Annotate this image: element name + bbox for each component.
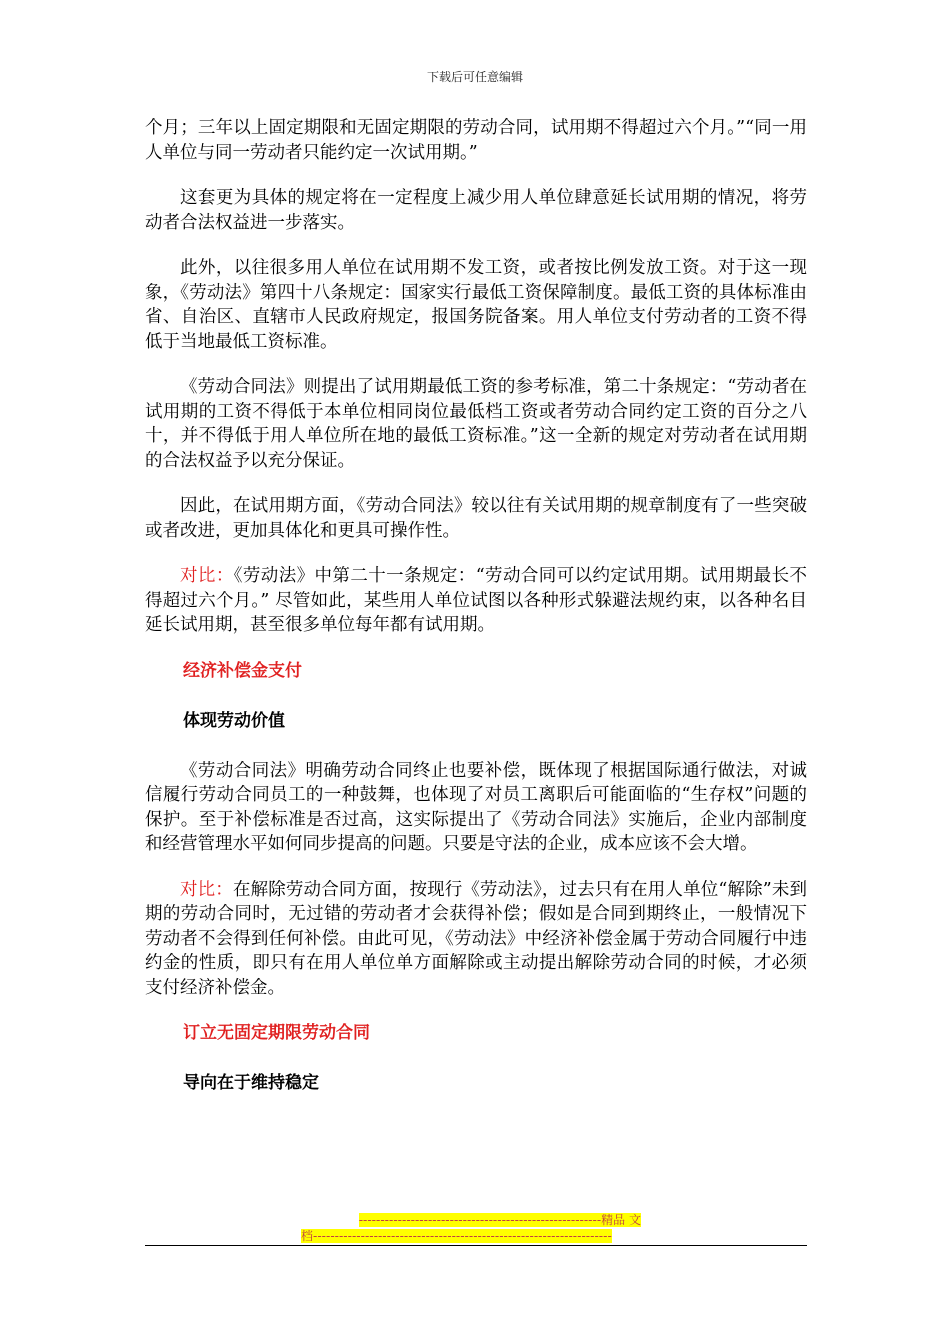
paragraph-6 xyxy=(145,564,807,638)
subheading-labor-value: 体现劳动价值 xyxy=(183,710,285,731)
page-header: 下载后可任意编辑 xyxy=(426,70,523,84)
paragraph-6-text: 《劳动法》中第二十一条规定：“劳动合同可以约定试用期。试用期最长不得超过六个月。” 尽管如此，某些用人单位试图以各种形式躲避法规约束，以各种名目延长试用期，甚至很多单位每年都有试用期。 xyxy=(145,566,807,635)
comparison-label: 对比： xyxy=(180,566,234,586)
paragraph-3: 此外，以往很多用人单位在试用期不发工资，或者按比例发放工资。对于这一现象，《劳动法》第四十八条规定：国家实行最低工资保障制度。最低工资的具体标准由省、自治区、直辖市人民政府规定，报国务院备案。用人单位支付劳动者的工资不得低于当地最低工资标准。 xyxy=(145,258,807,352)
paragraph-7: 《劳动合同法》明确劳动合同终止也要补偿，既体现了根据国际通行做法，对诚信履行劳动合同员工的一种鼓舞，也体现了对员工离职后可能面临的“生存权”问题的保护。至于补偿标准是否过高，这实际提出了《劳动合同法》实施后，企业内部制度和经营管理水平如何同步提高的问题。只要是守法的企业，成本应该不会大增。 xyxy=(145,760,807,854)
document-body xyxy=(145,116,807,1121)
comparison-label: 对比： xyxy=(180,879,233,900)
paragraph-8-text: 在解除劳动合同方面，按现行《劳动法》，过去只有在用人单位“解除”未到期的劳动合同时，无过错的劳动者才会获得补偿；假如是合同到期终止，一般情况下劳动者不会得到任何补偿。由此可见，《劳动法》中经济补偿金属于劳动合同履行中违约金的性质，即只有在用人单位单方面解除或主动提出解除劳动合同的时候，才必须支付经济补偿金。 xyxy=(145,879,808,998)
section-heading-open-ended-contract: 订立无固定期限劳动合同 xyxy=(183,1023,370,1043)
paragraph-8 xyxy=(145,878,807,1001)
footer-line-2: 档--------------------------------------------------------------------- xyxy=(301,1229,612,1243)
section-heading-compensation: 经济补偿金支付 xyxy=(183,660,302,681)
paragraph-4: 《劳动合同法》则提出了试用期最低工资的参考标准，第二十条规定：“劳动者在试用期的工资不得低于本单位相同岗位最低档工资或者劳动合同约定工资的百分之八十，并不得低于用人单位所在地的最低工资标准。”这一全新的规定对劳动者在试用期的合法权益予以充分保证。 xyxy=(145,377,807,471)
footer-rule xyxy=(145,1245,807,1246)
footer-line-1: --------------------------------------------------------精品 文 xyxy=(358,1213,641,1227)
paragraph-1: 个月；三年以上固定期限和无固定期限的劳动合同，试用期不得超过六个月。”“同一用人单位与同一劳动者只能约定一次试用期。” xyxy=(145,118,807,163)
paragraph-5: 因此，在试用期方面，《劳动合同法》较以往有关试用期的规章制度有了一些突破或者改进，更加具体化和更具可操作性。 xyxy=(145,496,807,541)
subheading-stability: 导向在于维持稳定 xyxy=(183,1073,319,1093)
paragraph-2: 这套更为具体的规定将在一定程度上减少用人单位肆意延长试用期的情况，将劳动者合法权益进一步落实。 xyxy=(145,188,807,233)
footer-watermark xyxy=(301,1212,641,1244)
